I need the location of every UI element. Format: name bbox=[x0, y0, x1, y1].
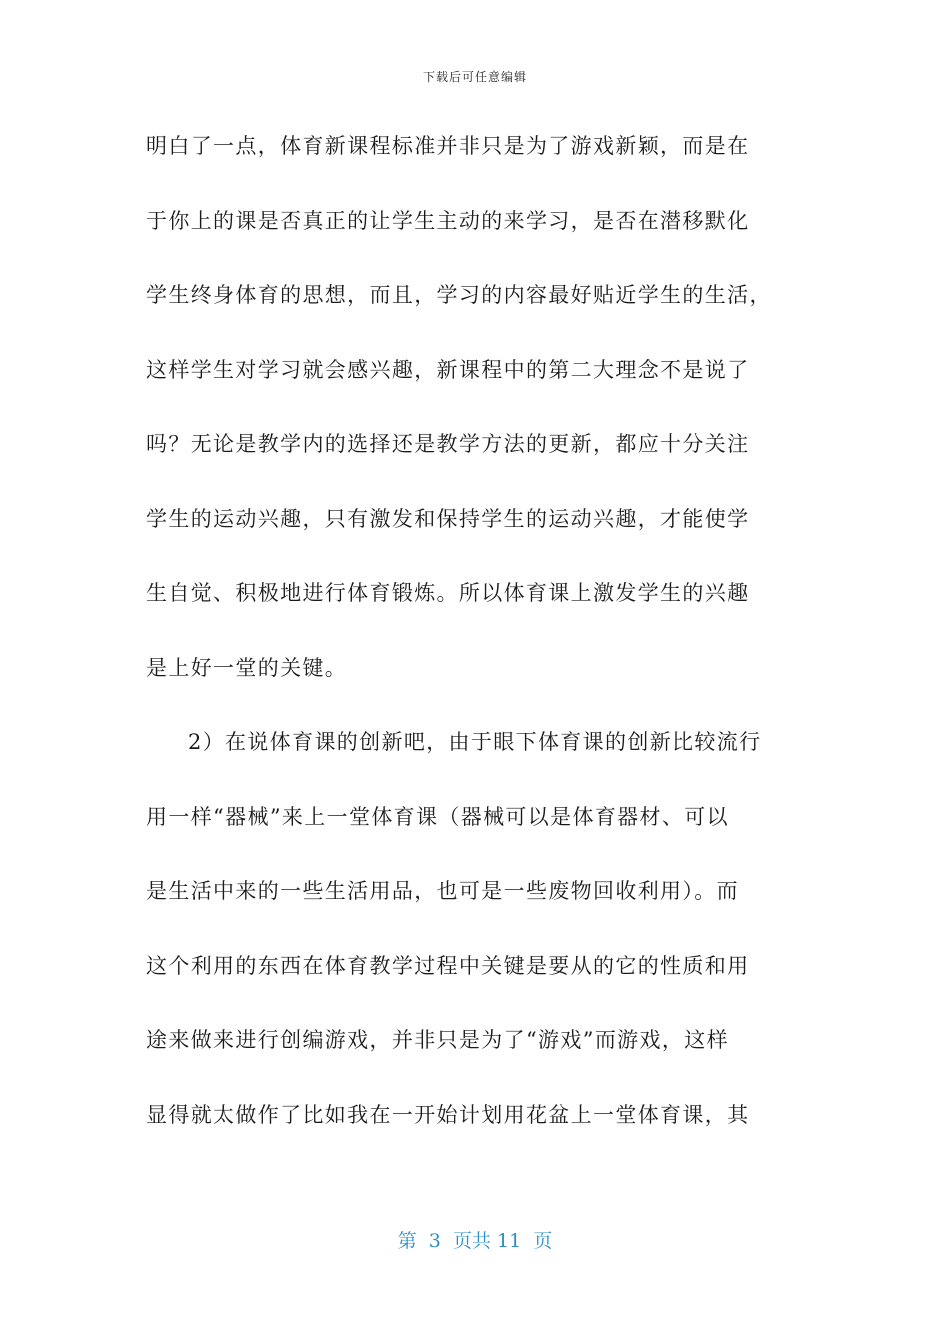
page-footer bbox=[0, 1226, 950, 1253]
text-line: 是生活中来的一些生活用品，也可是一些废物回收利用）。而 bbox=[146, 879, 739, 903]
header-note: 下载后可任意编辑 bbox=[422, 70, 527, 84]
page-suffix: 页 bbox=[533, 1230, 553, 1252]
text-line: 是上好一堂的关键。 bbox=[146, 655, 348, 680]
text-line: 学生的运动兴趣，只有激发和保持学生的运动兴趣，才能使学 bbox=[146, 506, 750, 531]
current-page-number: 3 bbox=[428, 1230, 441, 1252]
total-pages-number: 11 bbox=[497, 1230, 522, 1252]
text-line: 途来做来进行创编游戏，并非只是为了“游戏”而游戏，这样 bbox=[146, 1028, 729, 1052]
document-body bbox=[146, 118, 806, 1161]
text-line: 学生终身体育的思想，而且，学习的内容最好贴近学生的生活， bbox=[146, 283, 772, 307]
text-line: 显得就太做作了比如我在一开始计划用花盆上一堂体育课，其 bbox=[146, 1102, 750, 1127]
text-line: 明白了一点，体育新课程标准并非只是为了游戏新颖，而是在 bbox=[146, 134, 750, 158]
paragraph-start-line: 2）在说体育课的创新吧，由于眼下体育课的创新比较流行 bbox=[188, 730, 762, 754]
page-prefix: 第 bbox=[397, 1230, 417, 1252]
text-line: 这个利用的东西在体育教学过程中关键是要从的它的性质和用 bbox=[146, 953, 750, 978]
page-middle: 页共 bbox=[452, 1230, 491, 1252]
text-line: 吗？无论是教学内的选择还是教学方法的更新，都应十分关注 bbox=[146, 432, 750, 456]
text-line: 生自觉、积极地进行体育锻炼。所以体育课上激发学生的兴趣 bbox=[146, 581, 750, 605]
text-line: 于你上的课是否真正的让学生主动的来学习，是否在潜移默化 bbox=[146, 208, 750, 233]
text-line: 用一样“器械”来上一堂体育课（器械可以是体育器材、可以 bbox=[146, 804, 729, 829]
text-line: 这样学生对学习就会感兴趣，新课程中的第二大理念不是说了 bbox=[146, 357, 750, 382]
